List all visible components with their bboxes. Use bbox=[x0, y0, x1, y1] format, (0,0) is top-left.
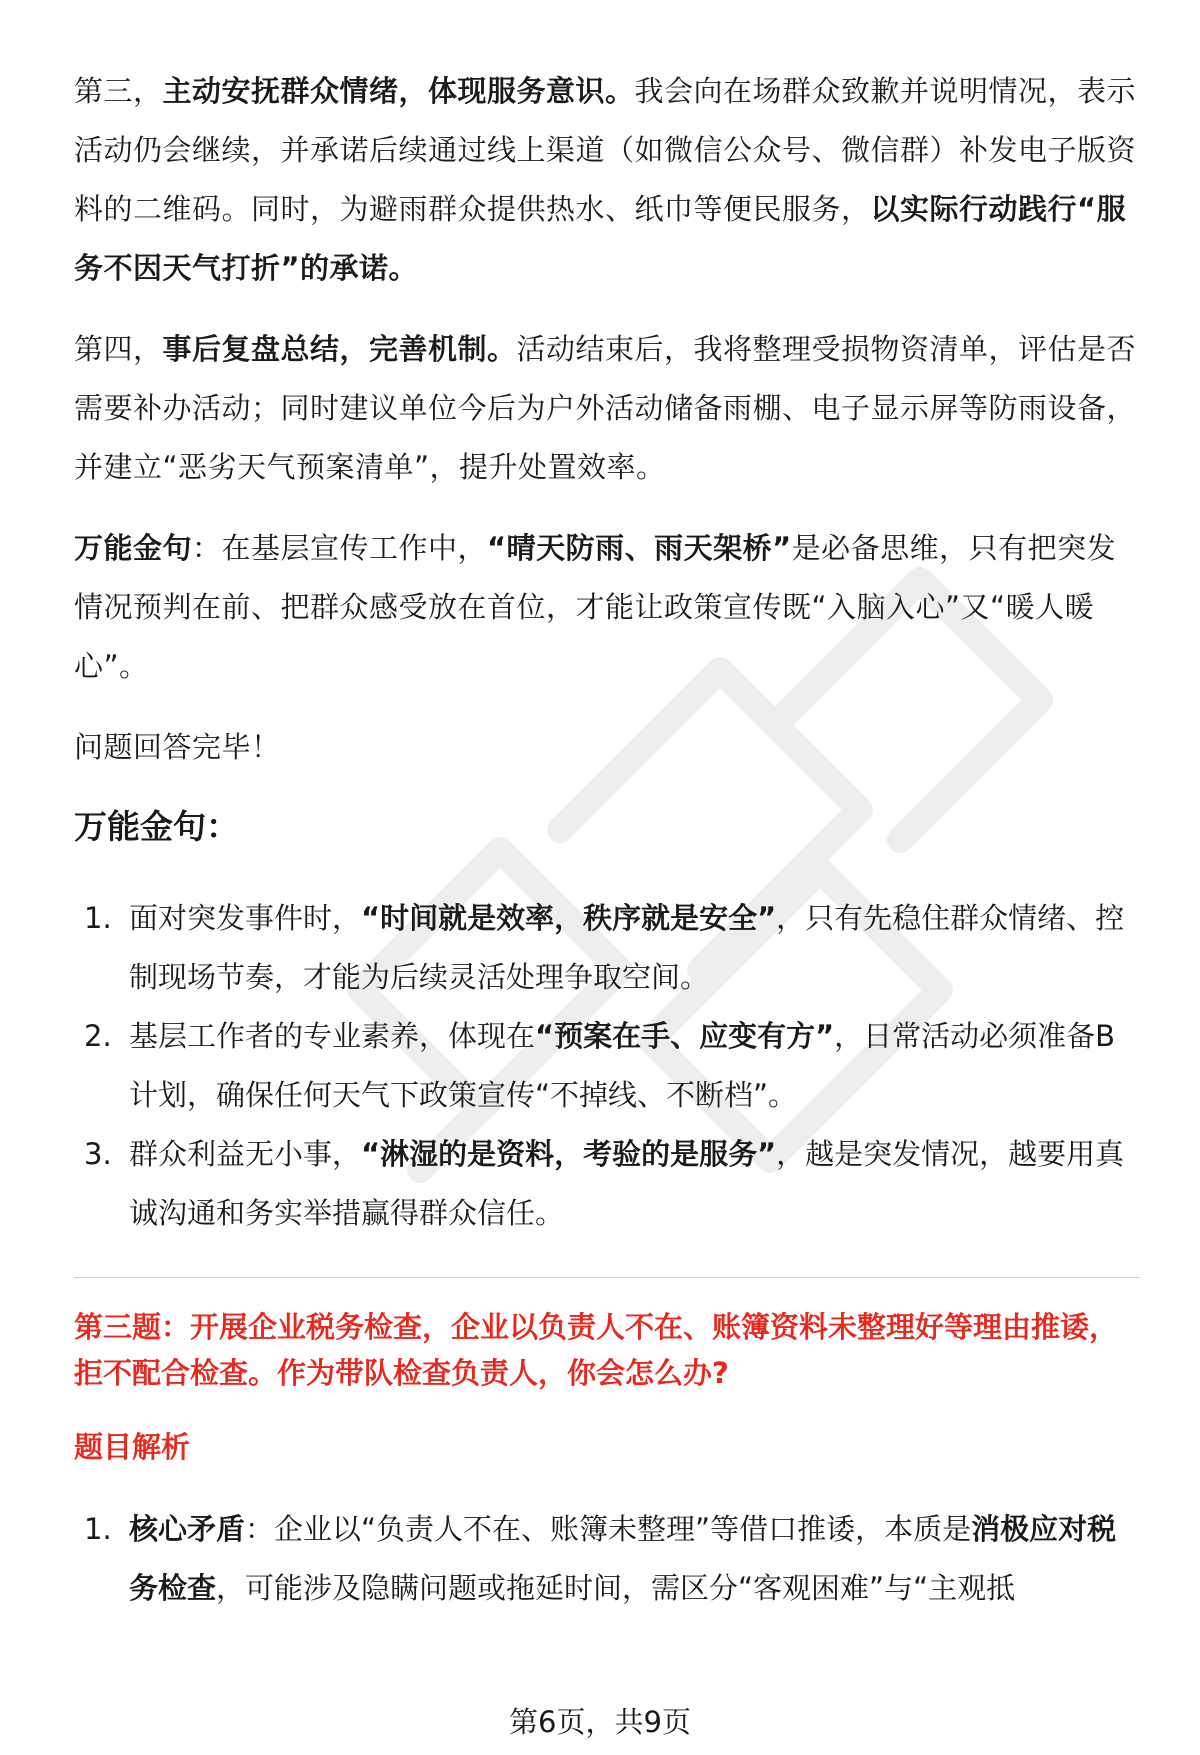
para-bold: 事后复盘总结，完善机制。 bbox=[162, 332, 517, 366]
item-text: 基层工作者的专业素养，体现在 bbox=[129, 1019, 536, 1053]
item-bold: “时间就是效率，秩序就是安全” bbox=[361, 901, 777, 935]
list-item bbox=[74, 1500, 1140, 1618]
para-bold: 主动安抚群众情绪，体现服务意识。 bbox=[162, 74, 635, 108]
question-title: 第三题：开展企业税务检查，企业以负责人不在、账簿资料未整理好等理由推诿，拒不配合检查。作为带队检查负责人，你会怎么办? bbox=[74, 1310, 1119, 1390]
main-content bbox=[74, 62, 1140, 1618]
para-bold: “晴天防雨、雨天架桥” bbox=[487, 531, 792, 565]
item-text: ，日常活动必须准备B计划，确保任何天气下政策宣传“不掉线、不断档”。 bbox=[129, 1019, 1116, 1112]
item-text: ：企业以“负责人不在、账簿未整理”等借口推诿，本质是 bbox=[245, 1512, 972, 1546]
page-number-footer: 第6页，共9页 bbox=[509, 1705, 691, 1739]
list-number: 1. bbox=[84, 1512, 112, 1546]
item-bold: 消极应对税务检查 bbox=[129, 1512, 1117, 1605]
list-number: 1. bbox=[84, 901, 112, 935]
section-heading-golden-quotes: 万能金句： bbox=[74, 807, 239, 846]
list-item bbox=[74, 889, 1140, 1007]
list-number: 2. bbox=[84, 1019, 112, 1053]
para-text: ：在基层宣传工作中， bbox=[192, 531, 488, 565]
paragraph-golden-quote bbox=[74, 519, 1140, 696]
para-bold: 万能金句 bbox=[74, 531, 193, 565]
analysis-heading: 题目解析 bbox=[74, 1430, 191, 1464]
item-bold: 核心矛盾 bbox=[129, 1512, 246, 1546]
paragraph-fourth-point bbox=[74, 320, 1140, 497]
para-text: 我会向在场群众致歉并说明情况，表示活动仍会继续，并承诺后续通过线上渠道（如微信公众号、微信群）补发电子版资料的二维码。同时，为避雨群众提供热水、纸巾等便民服务， bbox=[74, 74, 1137, 226]
analysis-list bbox=[74, 1500, 1140, 1618]
item-text: ，可能涉及隐瞒问题或拖延时间，需区分“客观困难”与“主观抵 bbox=[216, 1571, 1016, 1605]
item-text: ，越是突发情况，越要用真诚沟通和务实举措赢得群众信任。 bbox=[129, 1137, 1125, 1230]
paragraph-answer-end: 问题回答完毕！ bbox=[74, 730, 281, 764]
paragraph-third-point bbox=[74, 62, 1140, 298]
item-bold: “预案在手、应变有方” bbox=[535, 1019, 835, 1053]
item-text: 群众利益无小事， bbox=[129, 1137, 362, 1171]
list-item bbox=[74, 1125, 1140, 1243]
divider bbox=[74, 1277, 1140, 1278]
para-text: 第四， bbox=[74, 332, 163, 366]
golden-quotes-list bbox=[74, 889, 1140, 1243]
para-text: 是必备思维，只有把突发情况预判在前、把群众感受放在首位，才能让政策宣传既“入脑入心”又“暖人暖心”。 bbox=[74, 531, 1117, 683]
para-bold: 以实际行动践行“服务不因天气打折”的承诺。 bbox=[74, 192, 1127, 285]
para-text: 活动结束后，我将整理受损物资清单，评估是否需要补办活动；同时建议单位今后为户外活动储备雨棚、电子显示屏等防雨设备，并建立“恶劣天气预案清单”，提升处置效率。 bbox=[74, 332, 1137, 484]
item-bold: “淋湿的是资料，考验的是服务” bbox=[361, 1137, 777, 1171]
para-text: 第三， bbox=[74, 74, 163, 108]
item-text: ，只有先稳住群众情绪、控制现场节奏，才能为后续灵活处理争取空间。 bbox=[129, 901, 1125, 994]
item-text: 面对突发事件时， bbox=[129, 901, 362, 935]
list-number: 3. bbox=[84, 1137, 112, 1171]
list-item bbox=[74, 1007, 1140, 1125]
